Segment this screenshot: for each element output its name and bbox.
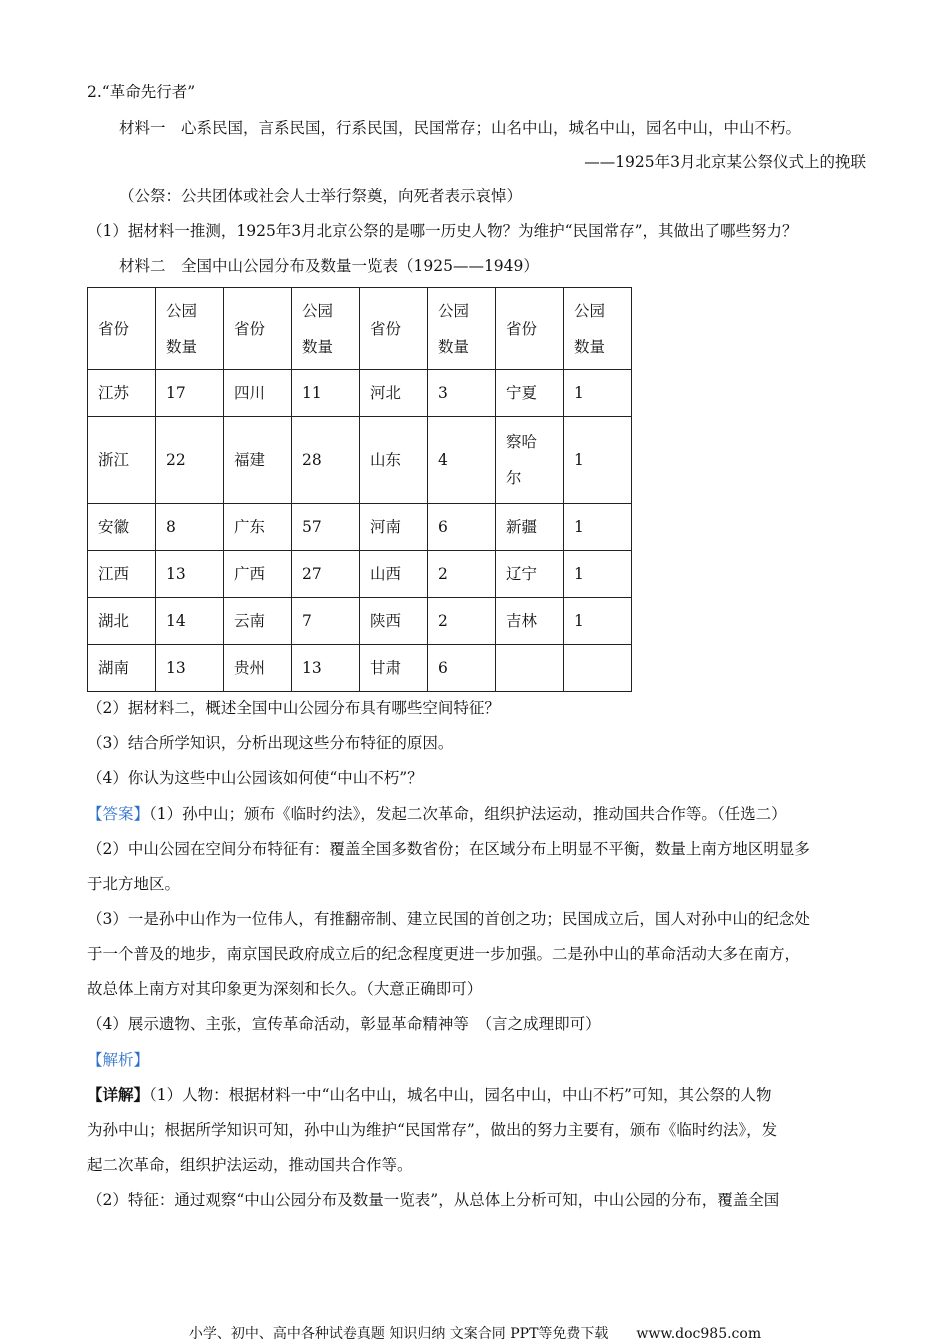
table-row — [88, 504, 632, 551]
header-province: 省份 — [224, 288, 292, 370]
answer-3-cont: 故总体上南方对其印象更为深刻和长久。（大意正确即可） — [87, 980, 483, 998]
cell-province: 安徽 — [88, 504, 156, 551]
detail-1-cont: 起二次革命，组织护法运动，推动国共合作等。 — [87, 1156, 413, 1174]
material-1: 材料一 心系民国，言系民国，行系民国，民国常存；山名中山，城名中山，园名中山，中山不朽。 — [119, 119, 802, 137]
cell-count: 8 — [156, 504, 224, 551]
cell-count: 6 — [428, 645, 496, 692]
cell-province: 贵州 — [224, 645, 292, 692]
header-count: 公园 数量 — [156, 288, 224, 370]
detail-1-cont: 为孙中山；根据所学知识可知，孙中山为维护“民国常存”，做出的努力主要有，颁布《临时约法》，发 — [87, 1121, 778, 1139]
header-province: 省份 — [496, 288, 564, 370]
cell-count: 2 — [428, 551, 496, 598]
cell-count: 17 — [156, 370, 224, 417]
cell-province: 山西 — [360, 551, 428, 598]
detail-line-1: 【详解】（1）人物：根据材料一中“山名中山，城名中山，园名中山，中山不朽”可知，其公祭的人物 — [87, 1085, 772, 1104]
cell-count: 1 — [564, 417, 632, 504]
question-4: （4）你认为这些中山公园该如何使“中山不朽”？ — [87, 769, 423, 787]
analysis-label: 【解析】 — [87, 1051, 150, 1069]
question-3: （3）结合所学知识，分析出现这些分布特征的原因。 — [87, 734, 454, 752]
cell-province: 河北 — [360, 370, 428, 417]
header-province: 省份 — [88, 288, 156, 370]
cell-province: 广西 — [224, 551, 292, 598]
table-row — [88, 645, 632, 692]
cell-province — [496, 645, 564, 692]
cell-province: 甘肃 — [360, 645, 428, 692]
cell-province: 宁夏 — [496, 370, 564, 417]
answer-2-cont: 于北方地区。 — [87, 875, 181, 893]
cell-count: 14 — [156, 598, 224, 645]
table-row — [88, 598, 632, 645]
answer-line-1: 【答案】（1）孙中山；颁布《临时约法》，发起二次革命，组织护法运动，推动国共合作等。（任选二） — [87, 805, 787, 823]
cell-count: 11 — [292, 370, 360, 417]
cell-count: 22 — [156, 417, 224, 504]
cell-province: 新疆 — [496, 504, 564, 551]
cell-province: 湖北 — [88, 598, 156, 645]
table-row — [88, 370, 632, 417]
cell-count: 1 — [564, 370, 632, 417]
material-2-title: 材料二 全国中山公园分布及数量一览表（1925——1949） — [119, 257, 539, 275]
page-footer: 小学、初中、高中各种试卷真题 知识归纳 文案合同 PPT等免费下载 www.doc985.com — [188, 1326, 762, 1342]
cell-province: 浙江 — [88, 417, 156, 504]
cell-province: 广东 — [224, 504, 292, 551]
cell-count: 2 — [428, 598, 496, 645]
cell-province: 江苏 — [88, 370, 156, 417]
header-province: 省份 — [360, 288, 428, 370]
answer-label: 【答案】 — [87, 805, 150, 823]
cell-province: 察哈 尔 — [496, 417, 564, 504]
answer-3-cont: 于一个普及的地步，南京国民政府成立后的纪念程度更进一步加强。二是孙中山的革命活动大多在南方， — [87, 945, 801, 963]
cell-count: 7 — [292, 598, 360, 645]
cell-count: 28 — [292, 417, 360, 504]
cell-province: 河南 — [360, 504, 428, 551]
cell-province: 云南 — [224, 598, 292, 645]
answer-4: （4）展示遗物、主张，宣传革命活动，彰显革命精神等 （言之成理即可） — [87, 1015, 601, 1033]
cell-count: 13 — [156, 551, 224, 598]
cell-province: 吉林 — [496, 598, 564, 645]
detail-label: 【详解】 — [87, 1085, 150, 1104]
cell-count: 6 — [428, 504, 496, 551]
cell-count: 1 — [564, 598, 632, 645]
cell-count: 27 — [292, 551, 360, 598]
question-2: （2）据材料二，概述全国中山公园分布具有哪些空间特征？ — [87, 699, 500, 717]
table-row — [88, 417, 632, 504]
cell-count: 4 — [428, 417, 496, 504]
cell-count: 1 — [564, 504, 632, 551]
cell-count — [564, 645, 632, 692]
cell-province: 江西 — [88, 551, 156, 598]
material-1-note: （公祭：公共团体或社会人士举行祭奠，向死者表示哀悼） — [119, 187, 523, 205]
park-table — [87, 287, 632, 692]
cell-count: 57 — [292, 504, 360, 551]
cell-count: 1 — [564, 551, 632, 598]
header-count: 公园 数量 — [292, 288, 360, 370]
question-1: （1）据材料一推测，1925年3月北京公祭的是哪一历史人物？为维护“民国常存”，其做出了哪些努力？ — [87, 222, 798, 240]
cell-province: 湖南 — [88, 645, 156, 692]
cell-count: 3 — [428, 370, 496, 417]
table-row — [88, 551, 632, 598]
cell-province: 四川 — [224, 370, 292, 417]
cell-province: 陕西 — [360, 598, 428, 645]
header-count: 公园 数量 — [564, 288, 632, 370]
question-title: 2.“革命先行者” — [87, 83, 196, 101]
material-1-source: ——1925年3月北京某公祭仪式上的挽联 — [584, 153, 866, 171]
cell-count: 13 — [156, 645, 224, 692]
table-header-row — [88, 288, 632, 370]
header-count: 公园 数量 — [428, 288, 496, 370]
cell-province: 辽宁 — [496, 551, 564, 598]
cell-count: 13 — [292, 645, 360, 692]
answer-2: （2）中山公园在空间分布特征有：覆盖全国多数省份；在区域分布上明显不平衡，数量上南方地区明显多 — [87, 840, 810, 858]
answer-3: （3）一是孙中山作为一位伟人，有推翻帝制、建立民国的首创之功；民国成立后，国人对孙中山的纪念处 — [87, 910, 810, 928]
cell-province: 山东 — [360, 417, 428, 504]
cell-province: 福建 — [224, 417, 292, 504]
detail-2: （2）特征：通过观察“中山公园分布及数量一览表”，从总体上分析可知，中山公园的分布，覆盖全国 — [87, 1191, 780, 1209]
